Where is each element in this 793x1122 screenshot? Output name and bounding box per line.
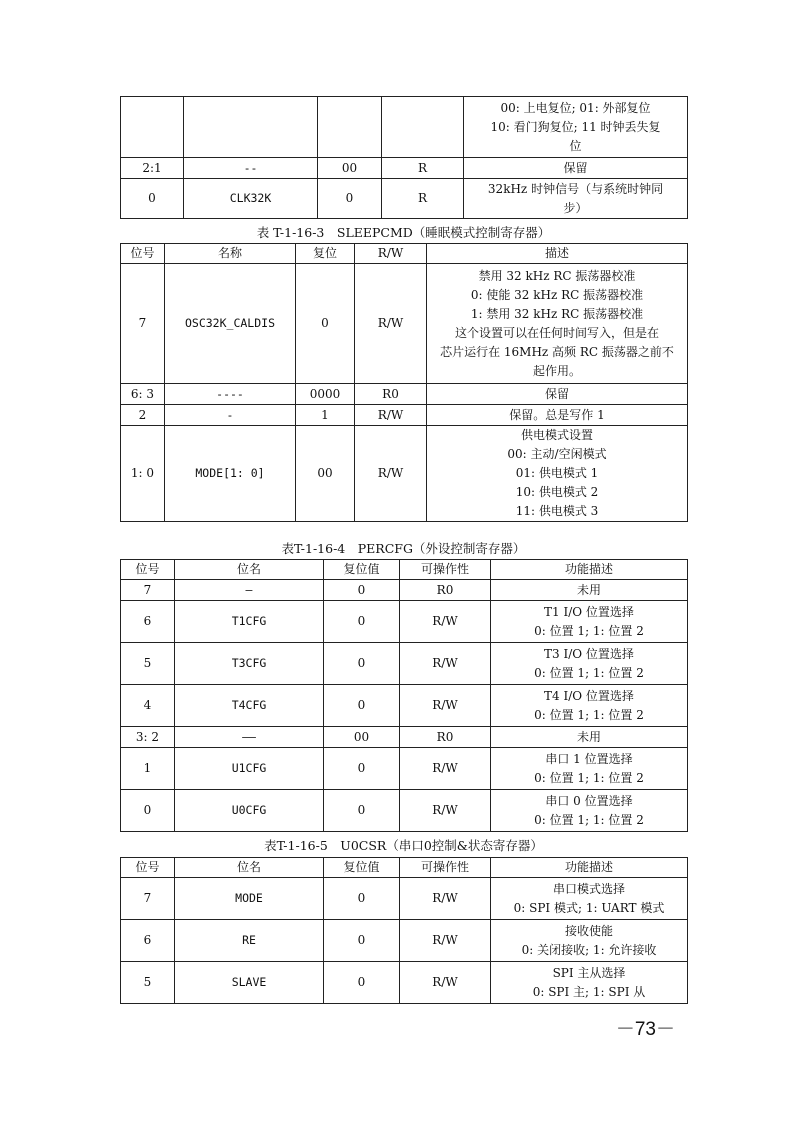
desc-line: 00: 主动/空闲模式 [507, 447, 607, 461]
bit-cell: 0 [121, 179, 184, 219]
desc-cell [491, 727, 688, 748]
desc-line: 0: 位置 1; 1: 位置 2 [534, 665, 644, 680]
header-rw: 可操作性 [400, 560, 491, 580]
header-name: 名称 [165, 244, 296, 264]
desc-line: 步） [563, 200, 588, 215]
bit-cell [121, 97, 184, 158]
rw-cell: R/W [400, 748, 491, 790]
desc-cell [491, 920, 688, 962]
name-cell: T3CFG [175, 643, 324, 685]
header-name: 位名 [175, 560, 324, 580]
name-cell: SLAVE [175, 962, 324, 1004]
bit-cell: 0 [121, 790, 175, 832]
table-body [121, 580, 688, 832]
reset-cell: 0 [324, 685, 400, 727]
reset-cell: 0 [324, 920, 400, 962]
desc-line: 10: 供电模式 2 [515, 485, 599, 499]
desc-line: 0: 关闭接收; 1: 允许接收 [521, 942, 657, 957]
bit-cell: 4 [121, 685, 175, 727]
header-bit: 位号 [121, 858, 175, 878]
rw-cell: R/W [400, 962, 491, 1004]
rw-cell: R/W [355, 426, 427, 522]
name-cell: —— [175, 727, 324, 748]
table-header [121, 858, 688, 878]
rw-cell: R/W [400, 685, 491, 727]
bit-cell: 3: 2 [121, 727, 175, 748]
desc-cell [427, 426, 688, 522]
desc-line: 禁用 32 kHz RC 振荡器校准 [478, 268, 636, 283]
table-body [121, 97, 688, 219]
desc-cell [491, 601, 688, 643]
rw-cell: R/W [400, 643, 491, 685]
desc-cell [491, 962, 688, 1004]
table-row [121, 727, 688, 748]
desc-line: 11: 供电模式 3 [515, 504, 599, 518]
desc-line: 00: 上电复位; 01: 外部复位 [500, 100, 651, 115]
name-cell: -- [184, 158, 318, 179]
rw-cell: R0 [400, 580, 491, 601]
table-body [121, 878, 688, 1004]
table-row [121, 264, 688, 384]
bit-cell: 7 [121, 878, 175, 920]
table-caption-percfg: 表T-1-16-4 PERCFG（外设控制寄存器） [281, 541, 526, 556]
desc-line: 未用 [576, 729, 601, 744]
reset-cell: 0 [324, 748, 400, 790]
desc-cell [491, 685, 688, 727]
header-bit: 位号 [121, 244, 165, 264]
desc-line: 0: 位置 1; 1: 位置 2 [534, 770, 644, 785]
bit-cell: 7 [121, 580, 175, 601]
desc-line: 位 [569, 138, 582, 153]
header-desc: 功能描述 [491, 858, 688, 878]
sleepcmd-table [120, 243, 688, 522]
reset-cell: 0 [324, 878, 400, 920]
rw-cell: R/W [400, 920, 491, 962]
reset-cell: 00 [324, 727, 400, 748]
header-rw: R/W [355, 244, 427, 264]
name-cell: MODE[1: 0] [165, 426, 296, 522]
name-cell: - [165, 405, 296, 426]
desc-cell [491, 748, 688, 790]
table-row [121, 878, 688, 920]
reset-cell [318, 97, 382, 158]
desc-cell [491, 580, 688, 601]
table-header [121, 244, 688, 264]
desc-line: 保留 [563, 160, 588, 175]
name-cell: U0CFG [175, 790, 324, 832]
rw-cell: R0 [355, 384, 427, 405]
reset-cell: 0000 [296, 384, 355, 405]
bit-cell: 5 [121, 643, 175, 685]
table-row [121, 179, 688, 219]
bit-cell: 6 [121, 920, 175, 962]
rw-cell: R [382, 158, 464, 179]
name-cell: CLK32K [184, 179, 318, 219]
header-desc: 功能描述 [491, 560, 688, 580]
header-reset: 复位 [296, 244, 355, 264]
table-body [121, 264, 688, 522]
reset-cell: 00 [296, 426, 355, 522]
bit-cell: 2:1 [121, 158, 184, 179]
clkconsta-table-continued [120, 96, 688, 219]
desc-line: 接收使能 [564, 923, 613, 938]
header-reset: 复位值 [324, 858, 400, 878]
table-row [121, 580, 688, 601]
table-row [121, 426, 688, 522]
bit-cell: 5 [121, 962, 175, 1004]
rw-cell: R0 [400, 727, 491, 748]
desc-line: 供电模式设置 [520, 428, 593, 442]
table-row [121, 601, 688, 643]
bit-cell: 6: 3 [121, 384, 165, 405]
desc-cell [427, 384, 688, 405]
desc-line: 这个设置可以在任何时间写入，但是在 [454, 325, 659, 340]
desc-line: 保留 [544, 386, 569, 401]
header-reset: 复位值 [324, 560, 400, 580]
desc-line: 1: 禁用 32 kHz RC 振荡器校准 [470, 306, 644, 321]
desc-cell [427, 264, 688, 384]
table-caption-sleepcmd: 表 T-1-16-3 SLEEPCMD（睡眠模式控制寄存器） [256, 225, 551, 240]
desc-line: 32kHz 时钟信号（与系统时钟同 [487, 181, 664, 196]
desc-line: T4 I/O 位置选择 [544, 688, 634, 703]
rw-cell: R/W [400, 878, 491, 920]
table-row [121, 748, 688, 790]
table-row [121, 405, 688, 426]
desc-cell [464, 158, 688, 179]
desc-cell [491, 790, 688, 832]
bit-cell: 1: 0 [121, 426, 165, 522]
desc-cell [491, 643, 688, 685]
table-header [121, 560, 688, 580]
desc-line: 0: 位置 1; 1: 位置 2 [534, 623, 644, 638]
desc-line: 0: 位置 1; 1: 位置 2 [534, 707, 644, 722]
desc-line: 0: SPI 主; 1: SPI 从 [532, 984, 646, 999]
reset-cell: 0 [324, 790, 400, 832]
desc-line: 串口 0 位置选择 [545, 793, 633, 808]
reset-cell: 0 [324, 580, 400, 601]
rw-cell [382, 97, 464, 158]
desc-line: T1 I/O 位置选择 [544, 604, 634, 619]
header-name: 位名 [175, 858, 324, 878]
desc-line: 01: 供电模式 1 [515, 466, 599, 480]
reset-cell: 0 [324, 643, 400, 685]
name-cell: OSC32K_CALDIS [165, 264, 296, 384]
desc-cell [464, 179, 688, 219]
desc-cell [491, 878, 688, 920]
page-number: －73－ [615, 1019, 675, 1040]
table-caption-u0csr: 表T-1-16-5 U0CSR（串口0控制&状态寄存器） [264, 838, 543, 853]
rw-cell: R/W [355, 405, 427, 426]
table-row [121, 685, 688, 727]
name-cell: — [175, 580, 324, 601]
rw-cell: R [382, 179, 464, 219]
desc-line: 0: SPI 模式; 1: UART 模式 [513, 900, 665, 915]
reset-cell: 00 [318, 158, 382, 179]
desc-line: 起作用。 [532, 363, 581, 378]
rw-cell: R/W [400, 601, 491, 643]
u0csr-table [120, 857, 688, 1004]
desc-line: 0: 位置 1; 1: 位置 2 [534, 812, 644, 827]
desc-line: 串口 1 位置选择 [545, 751, 633, 766]
rw-cell: R/W [355, 264, 427, 384]
desc-line: 串口模式选择 [552, 881, 625, 896]
desc-cell [427, 405, 688, 426]
name-cell: T4CFG [175, 685, 324, 727]
name-cell: T1CFG [175, 601, 324, 643]
bit-cell: 2 [121, 405, 165, 426]
bit-cell: 7 [121, 264, 165, 384]
table-row [121, 962, 688, 1004]
name-cell [184, 97, 318, 158]
name-cell: RE [175, 920, 324, 962]
header-bit: 位号 [121, 560, 175, 580]
bit-cell: 6 [121, 601, 175, 643]
header-desc: 描述 [427, 244, 688, 264]
rw-cell: R/W [400, 790, 491, 832]
reset-cell: 1 [296, 405, 355, 426]
desc-line: 芯片运行在 16MHz 高频 RC 振荡器之前不 [440, 344, 674, 359]
name-cell: ---- [165, 384, 296, 405]
desc-line: 保留。总是写作 1 [509, 407, 605, 422]
desc-line: SPI 主从选择 [552, 965, 626, 980]
desc-line: T3 I/O 位置选择 [544, 646, 634, 661]
table-row [121, 97, 688, 158]
header-rw: 可操作性 [400, 858, 491, 878]
table-row [121, 790, 688, 832]
desc-line: 未用 [576, 582, 601, 597]
desc-line: 0: 使能 32 kHz RC 振荡器校准 [470, 287, 644, 302]
reset-cell: 0 [324, 962, 400, 1004]
reset-cell: 0 [324, 601, 400, 643]
reset-cell: 0 [318, 179, 382, 219]
name-cell: U1CFG [175, 748, 324, 790]
name-cell: MODE [175, 878, 324, 920]
percfg-table [120, 559, 688, 832]
desc-cell [464, 97, 688, 158]
table-row [121, 158, 688, 179]
table-row [121, 384, 688, 405]
table-row [121, 920, 688, 962]
desc-line: 10: 看门狗复位; 11 时钟丢失复 [490, 119, 661, 134]
table-row [121, 643, 688, 685]
reset-cell: 0 [296, 264, 355, 384]
bit-cell: 1 [121, 748, 175, 790]
